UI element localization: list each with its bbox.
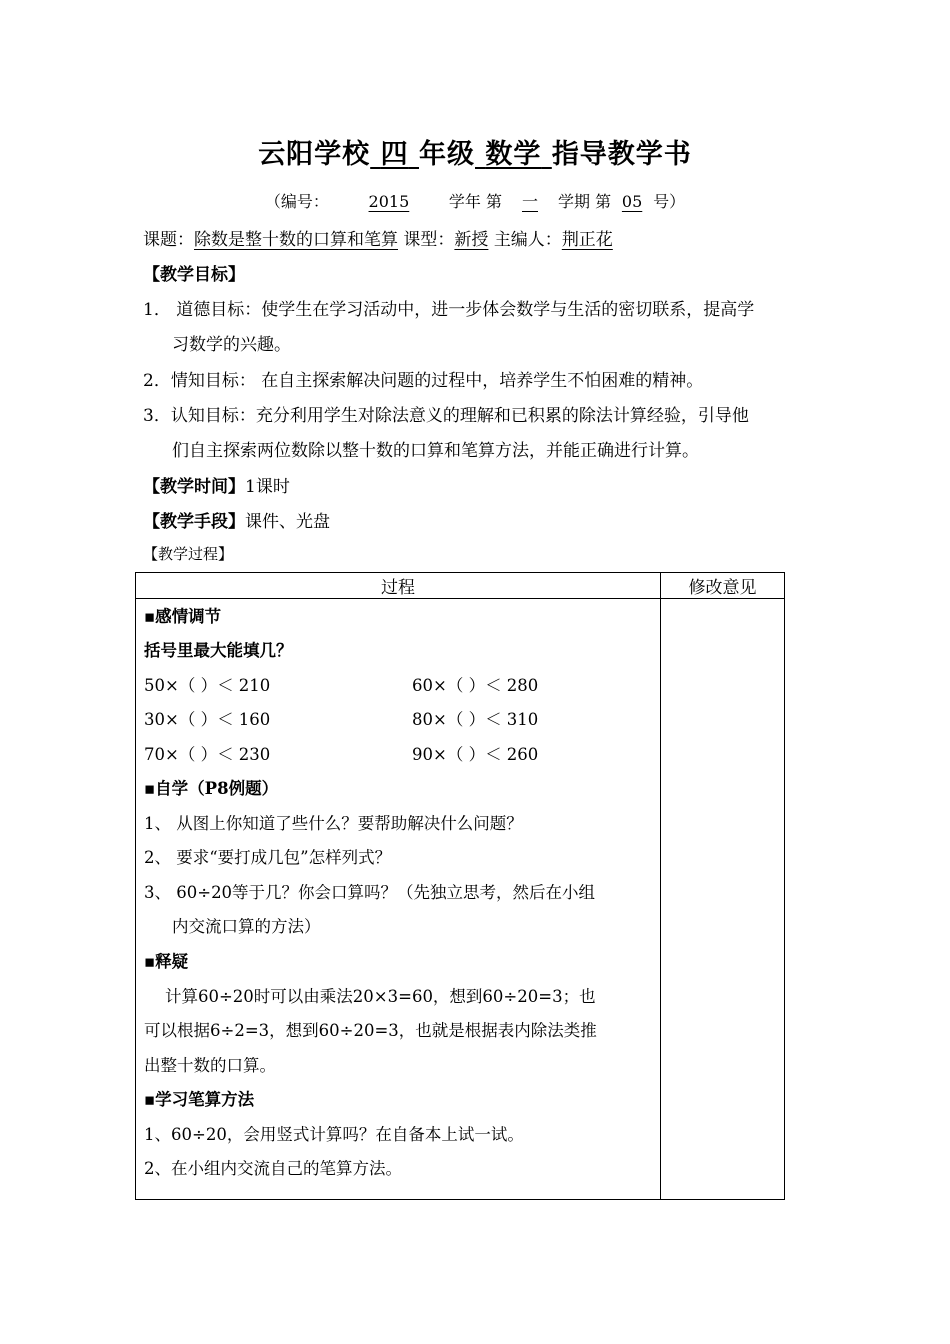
subject-value: 数学	[485, 139, 542, 170]
lesson-type: 新授	[454, 230, 489, 250]
number-field: 05	[621, 192, 643, 211]
process-heading: 【教学过程】	[143, 545, 234, 563]
section-written-title: ▪学习笔算方法	[144, 1090, 255, 1109]
objective-3-line1: 3．认知目标：充分利用学生对除法意义的理解和已积累的除法计算经验，引导他	[143, 406, 749, 426]
inequality-item: 30×（ ）＜ 160	[144, 710, 271, 729]
objective-3-line2: 们自主探索两位数除以整十数的口算和笔算方法，并能正确进行计算。	[172, 441, 699, 461]
process-content	[136, 599, 661, 1200]
grade-suffix: 年级	[419, 139, 475, 170]
page-title	[0, 132, 950, 171]
teaching-means: 【教学手段】课件、光盘	[143, 512, 330, 532]
objective-2: 2．情知目标： 在自主探索解决问题的过程中，培养学生不怕困难的精神。	[143, 371, 704, 391]
objective-1-line2: 习数学的兴趣。	[172, 335, 291, 355]
objectives-heading: 【教学目标】	[143, 265, 245, 285]
school-name: 云阳学校	[258, 139, 371, 170]
explain-line-1: 计算60÷20时可以由乘法20×3=60，想到60÷20=3；也	[144, 987, 596, 1006]
revision-notes-cell	[661, 599, 785, 1200]
inequality-item: 70×（ ）＜ 230	[144, 745, 271, 764]
explain-line-2: 可以根据6÷2=3，想到60÷20=3，也就是根据表内除法类推	[144, 1021, 597, 1040]
objective-1-line1: 1． 道德目标：使学生在学习活动中，进一步体会数学与生活的密切联系，提高学	[143, 300, 755, 320]
inequality-item: 80×（ ）＜ 310	[412, 710, 539, 729]
section-emotion-question: 括号里最大能填几？	[144, 641, 293, 660]
section-explain-title: ▪释疑	[144, 952, 189, 971]
written-question-1: 1、60÷20，会用竖式计算吗？在自备本上试一试。	[144, 1125, 524, 1144]
selfstudy-question-3-line2: 内交流口算的方法）	[172, 917, 321, 936]
lesson-topic: 除数是整十数的口算和笔算	[194, 230, 398, 250]
explain-line-3: 出整十数的口算。	[144, 1056, 276, 1075]
inequality-item: 60×（ ）＜ 280	[412, 676, 539, 695]
process-table	[135, 572, 785, 1200]
section-selfstudy-title: ▪自学（P8例题）	[144, 779, 279, 798]
term-field: 一	[521, 192, 538, 211]
teaching-time: 【教学时间】1课时	[143, 477, 290, 497]
year-field: 2015	[368, 192, 410, 211]
inequality-item: 90×（ ）＜ 260	[412, 745, 539, 764]
selfstudy-question-1: 1、 从图上你知道了些什么？要帮助解决什么问题？	[144, 814, 523, 833]
selfstudy-question-2: 2、 要求“要打成几包”怎样列式？	[144, 848, 392, 867]
book-name: 指导教学书	[551, 139, 692, 170]
lesson-editor: 荆正花	[561, 230, 613, 250]
inequality-item: 50×（ ）＜ 210	[144, 676, 271, 695]
process-column-header: 过程	[136, 573, 661, 599]
lesson-info: 课题：除数是整十数的口算和笔算 课型：新授 主编人：荆正花	[143, 230, 613, 250]
selfstudy-question-3-line1: 3、 60÷20等于几？你会口算吗？（先独立思考，然后在小组	[144, 883, 596, 902]
written-question-2: 2、在小组内交流自己的笔算方法。	[144, 1159, 402, 1178]
revision-column-header: 修改意见	[661, 573, 785, 599]
section-emotion-title: ▪感情调节	[144, 607, 222, 626]
document-meta: （编号： 2015 学年 第 一 学期 第 05 号）	[0, 189, 950, 212]
grade-value: 四	[380, 139, 409, 170]
